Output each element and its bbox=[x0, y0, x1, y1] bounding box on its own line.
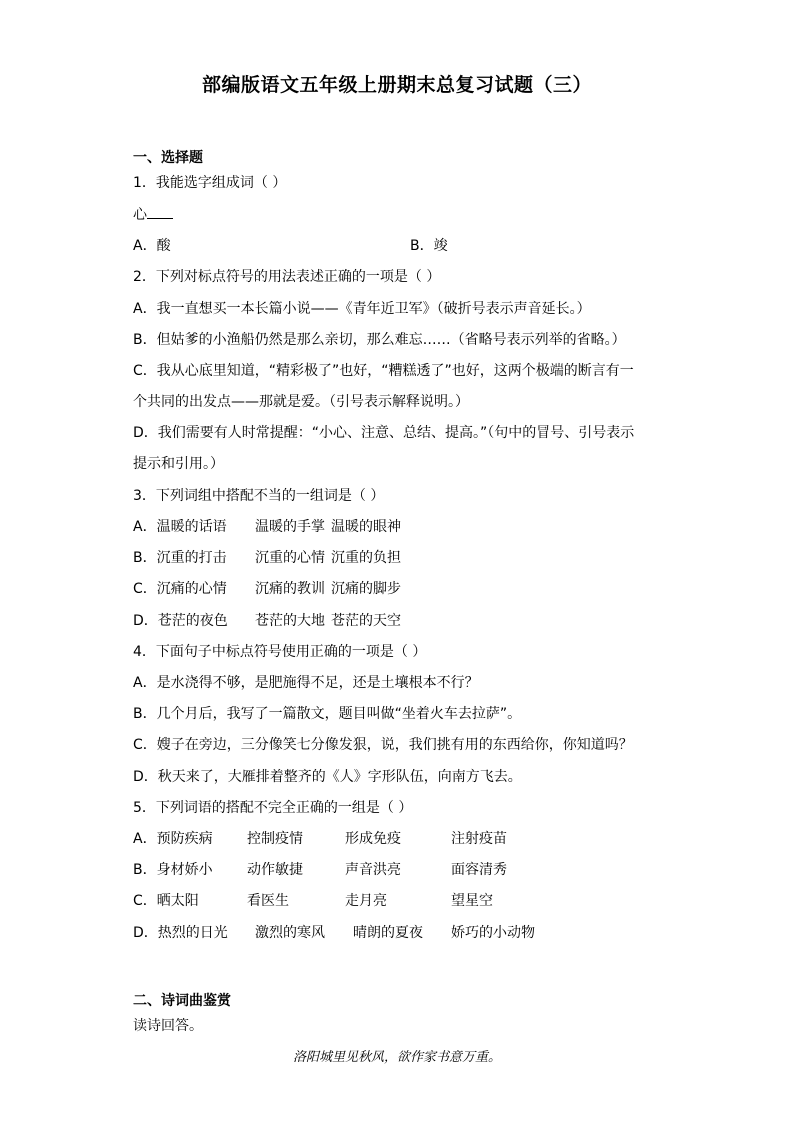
q5-cell: 看医生 bbox=[247, 893, 289, 909]
q2-option-d-line2: 提示和引用。） bbox=[133, 456, 224, 472]
q1-option-a: A．酸 bbox=[133, 238, 171, 254]
q5-cell: D．热烈的日光 bbox=[133, 925, 228, 941]
q5-cell: 动作敏捷 bbox=[247, 862, 303, 878]
q1-word bbox=[133, 204, 173, 224]
q5-stem: 5．下列词语的搭配不完全正确的一组是（ ） bbox=[133, 800, 413, 816]
q5-option-row bbox=[133, 859, 507, 879]
q3-cell: A．温暖的话语 bbox=[133, 519, 227, 535]
q5-cell: A．预防疾病 bbox=[133, 831, 213, 847]
q3-cell: 沉重的负担 bbox=[331, 550, 401, 566]
q3-cell: 苍茫的大地 bbox=[255, 613, 325, 629]
q4-option-d: D．秋天来了，大雁排着整齐的《人》字形队伍，向南方飞去。 bbox=[133, 769, 522, 785]
q1-stem: 1．我能选字组成词（ ） bbox=[133, 175, 287, 191]
q3-cell: 沉痛的教训 bbox=[255, 581, 325, 597]
q3-cell: B．沉重的打击 bbox=[133, 550, 227, 566]
q3-cell: 温暖的眼神 bbox=[331, 519, 401, 535]
q5-option-row bbox=[133, 890, 493, 910]
q2-option-c-line2: 个共同的出发点——那就是爱。（引号表示解释说明。） bbox=[133, 394, 469, 410]
q5-cell: 走月亮 bbox=[345, 893, 387, 909]
q2-option-d-line1: D．我们需要有人时常提醒：“小心、注意、总结、提高。”（句中的冒号、引号表示 bbox=[133, 425, 635, 441]
q5-cell: 激烈的寒风 bbox=[255, 925, 325, 941]
q3-option-row bbox=[133, 516, 401, 536]
q5-cell: 形成免疫 bbox=[345, 831, 401, 847]
q2-stem: 2．下列对标点符号的用法表述正确的一项是（ ） bbox=[133, 269, 441, 285]
q3-stem: 3．下列词组中搭配不当的一组词是（ ） bbox=[133, 488, 385, 504]
q1-blank bbox=[147, 204, 173, 219]
q2-option-b: B．但姑爹的小渔船仍然是那么亲切，那么难忘……（省略号表示列举的省略。） bbox=[133, 332, 626, 348]
q5-cell: 注射疫苗 bbox=[451, 831, 507, 847]
q4-option-a: A．是水浇得不够，是肥施得不足，还是土壤根本不行？ bbox=[133, 675, 479, 691]
q3-option-row bbox=[133, 578, 401, 598]
q3-cell: 苍茫的天空 bbox=[331, 613, 401, 629]
q3-cell: 沉痛的脚步 bbox=[331, 581, 401, 597]
q3-cell: 温暖的手掌 bbox=[255, 519, 325, 535]
q5-option-row bbox=[133, 828, 507, 848]
section-heading-poetry: 二、诗词曲鉴赏 bbox=[133, 993, 231, 1009]
q3-option-row bbox=[133, 610, 401, 630]
poem-line: 洛阳城里见秋风，欲作家书意万重。 bbox=[292, 1050, 501, 1065]
section-heading-choice: 一、选择题 bbox=[133, 150, 203, 166]
q5-cell: 面容清秀 bbox=[451, 862, 507, 878]
q1-option-b: B．竣 bbox=[410, 238, 448, 254]
q5-cell: 晴朗的夏夜 bbox=[353, 925, 423, 941]
q2-option-c-line1: C．我从心底里知道，“精彩极了”也好，“糟糕透了”也好，这两个极端的断言有一 bbox=[133, 363, 634, 379]
q2-option-a: A．我一直想买一本长篇小说——《青年近卫军》（破折号表示声音延长。） bbox=[133, 301, 591, 317]
page-title: 部编版语文五年级上册期末总复习试题（三） bbox=[201, 74, 592, 96]
q3-cell: D．苍茫的夜色 bbox=[133, 613, 228, 629]
q5-cell: 声音洪亮 bbox=[345, 862, 401, 878]
q5-cell: B．身材娇小 bbox=[133, 862, 213, 878]
q4-stem: 4．下面句子中标点符号使用正确的一项是（ ） bbox=[133, 644, 427, 660]
q4-option-b: B．几个月后，我写了一篇散文，题目叫做“坐着火车去拉萨”。 bbox=[133, 706, 522, 722]
q1-word-prefix: 心 bbox=[133, 207, 147, 223]
q5-cell: 控制疫情 bbox=[247, 831, 303, 847]
q3-option-row bbox=[133, 547, 401, 567]
q5-option-row bbox=[133, 922, 535, 942]
q5-cell: 娇巧的小动物 bbox=[451, 925, 535, 941]
q5-cell: C．晒太阳 bbox=[133, 893, 199, 909]
q4-option-c: C．嫂子在旁边，三分像笑七分像发狠，说，我们挑有用的东西给你，你知道吗？ bbox=[133, 737, 633, 753]
q3-cell: 沉重的心情 bbox=[255, 550, 325, 566]
q3-cell: C．沉痛的心情 bbox=[133, 581, 227, 597]
q5-cell: 望星空 bbox=[451, 893, 493, 909]
poetry-intro: 读诗回答。 bbox=[133, 1018, 203, 1034]
